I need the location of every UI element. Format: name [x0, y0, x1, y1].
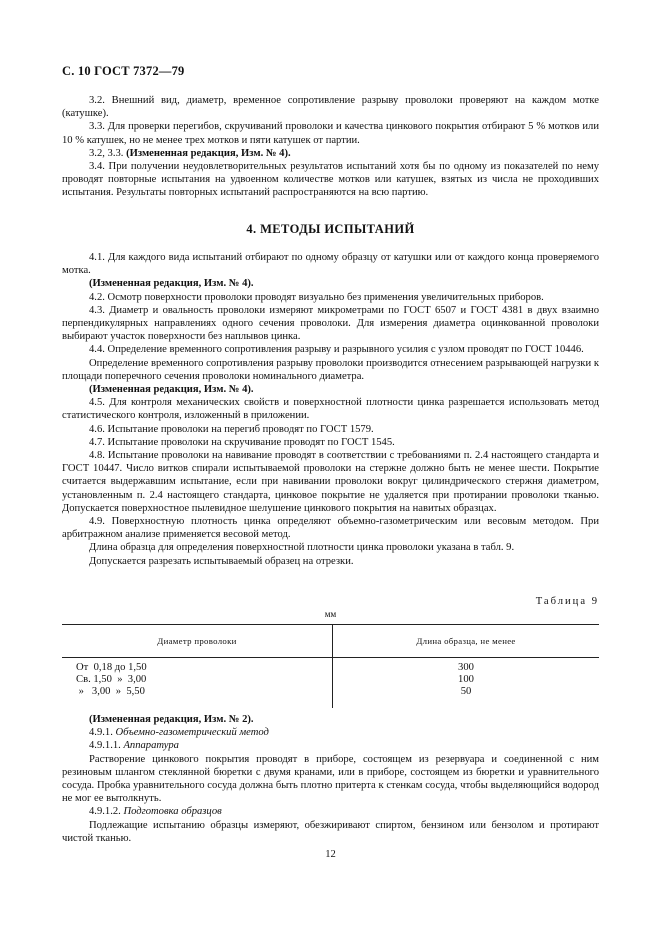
paragraph-4-1: 4.1. Для каждого вида испытаний отбирают по одному образцу от катушки или от каждого конца проверяемого мотка.: [62, 252, 599, 277]
sample-length: 300: [458, 662, 474, 673]
sample-length: 50: [460, 686, 472, 697]
section-title: 4. МЕТОДЫ ИСПЫТАНИЙ: [246, 222, 415, 236]
subsection-number: 4.9.1.: [89, 727, 113, 739]
section-4-9-1-text: [62, 713, 599, 845]
page-number: 12: [325, 849, 336, 860]
subsection-number: 4.9.1.1.: [89, 740, 121, 752]
diameter-range: От 0,18 до 1,50: [76, 662, 147, 673]
amendment-text: (Измененная редакция, Изм. № 4).: [126, 147, 291, 159]
paragraph-4-4-continued: Определение временного сопротивления разрыву проволоки производится отнесением разрывающей нагрузки к площади поперечного сечения проволоки номинального диаметра.: [62, 357, 599, 382]
paragraph-4-5: 4.5. Для контроля механических свойств и поверхностной плотности цинка разрешается использовать метод статистического контроля, изложенный в приложении.: [62, 397, 599, 422]
table-header-row: [62, 625, 599, 658]
paragraph-3-2: 3.2. Внешний вид, диаметр, временное сопротивление разрыву проволоки проверяют на каждом мотке (катушке).: [62, 95, 599, 120]
subsection-4-9-1-2: [62, 805, 599, 818]
paragraph-apparatus: Растворение цинкового покрытия проводят в приборе, состоящем из резервуара и соединенной с ним резиновым шлангом стеклянной бюретки с двумя кранами, или в приборе, состоящем из бюретки и уравнительного сосуда. Пробка уравнительного сосуда должна быть плотно притерта к стенкам сосуда, чтобы выделяющийся водород не мог ее вытолкнуть.: [62, 753, 599, 805]
table-unit: мм: [324, 609, 337, 619]
paragraph-4-4: 4.4. Определение временного сопротивления разрыву и разрывного усилия с узлом проводят по ГОСТ 10446.: [89, 344, 584, 356]
paragraph-4-6: 4.6. Испытание проволоки на перегиб проводят по ГОСТ 1579.: [89, 423, 374, 435]
amendment-note: (Измененная редакция, Изм. № 4).: [89, 278, 254, 290]
subsection-title: Аппаратура: [123, 740, 179, 752]
paragraph-4-3: 4.3. Диаметр и овальность проволоки измеряют микрометрами по ГОСТ 6507 и ГОСТ 4381 в двух взаимно перпендикулярных направлениях одного сечения проволоки. Для измерения диаметра оцинкованной проволоки выбирают участок поверхности без наплывов цинка.: [62, 304, 599, 343]
subsection-4-9-1-1: [62, 739, 599, 752]
column-header-sample-length: Длина образца, не менее: [333, 625, 600, 658]
subsection-title: Объемно-газометрический метод: [115, 727, 269, 739]
section-4-text: [62, 251, 599, 568]
table-cell-diameter: [62, 658, 333, 709]
paragraph-4-2: 4.2. Осмотр поверхности проволоки проводят визуально без применения увеличительных приборов.: [89, 291, 544, 303]
diameter-range: Св. 1,50 » 3,00: [76, 674, 147, 685]
paragraph-4-9: 4.9. Поверхностную плотность цинка определяют объемно-газометрическим или весовым методом. При арбитражном анализе применяется весовой метод.: [62, 516, 599, 541]
amendment-note: (Измененная редакция, Изм. № 4).: [89, 384, 254, 396]
amendment-note-3-2-3-3: [62, 147, 599, 160]
amendment-note: (Измененная редакция, Изм. № 2).: [89, 714, 254, 725]
paragraph-3-3: 3.3. Для проверки перегибов, скручиваний проволоки и качества цинкового покрытия отбирают 5 % мотков или 10 % катушек, но не менее трех мотков и пяти катушек от партии.: [62, 121, 599, 146]
paragraph-3-4: 3.4. При получении неудовлетворительных результатов испытаний хотя бы по одному из показателей по нему проводят повторные испытания на удвоенном количестве мотков или катушек, взятых из числа не проходивших испытания. Результаты повторных испытаний распространяются на всю партию.: [62, 161, 599, 199]
subsection-number: 4.9.1.2.: [89, 806, 121, 818]
column-header-diameter: Диаметр проволоки: [62, 625, 333, 658]
subsection-4-9-1: [62, 726, 599, 739]
table-9: [62, 624, 599, 708]
section-3-text: [62, 94, 599, 200]
amendment-ref: 3.2, 3.3.: [89, 147, 124, 159]
table-cell-length: [333, 658, 600, 709]
table-row: [62, 658, 599, 709]
table-caption: Таблица 9: [535, 596, 599, 607]
sample-length: 100: [458, 674, 474, 685]
page-header: С. 10 ГОСТ 7372—79: [62, 64, 185, 78]
paragraph-4-8: 4.8. Испытание проволоки на навивание проводят в соответствии с требованиями п. 2.4 настоящего стандарта и ГОСТ 10447. Число витков спирали испытываемой проволоки на стержне должно быть не менее шести. Покрытие считается выдержавшим испытание, если при навивании проволоки вокруг цилиндрического стержня диаметром, установленным п. 2.4 настоящего стандарта, цинковое покрытие не удаляется при протирании проволоки тканью. Допускается поверхностное пылевидное шелушение цинкового покрытия на навитых образцах.: [62, 450, 599, 514]
diameter-range: » 3,00 » 5,50: [76, 686, 145, 697]
subsection-title: Подготовка образцов: [123, 806, 222, 818]
paragraph-4-7: 4.7. Испытание проволоки на скручивание проводят по ГОСТ 1545.: [89, 436, 395, 448]
paragraph-sample-prep: Подлежащие испытанию образцы измеряют, обезжиривают спиртом, бензином или бензолом и протирают чистой тканью.: [62, 819, 599, 844]
paragraph-4-9-sample-length: Длина образца для определения поверхностной плотности цинка проволоки указана в табл. 9.: [89, 542, 515, 554]
paragraph-4-9-cutting: Допускается разрезать испытываемый образец на отрезки.: [89, 555, 354, 567]
